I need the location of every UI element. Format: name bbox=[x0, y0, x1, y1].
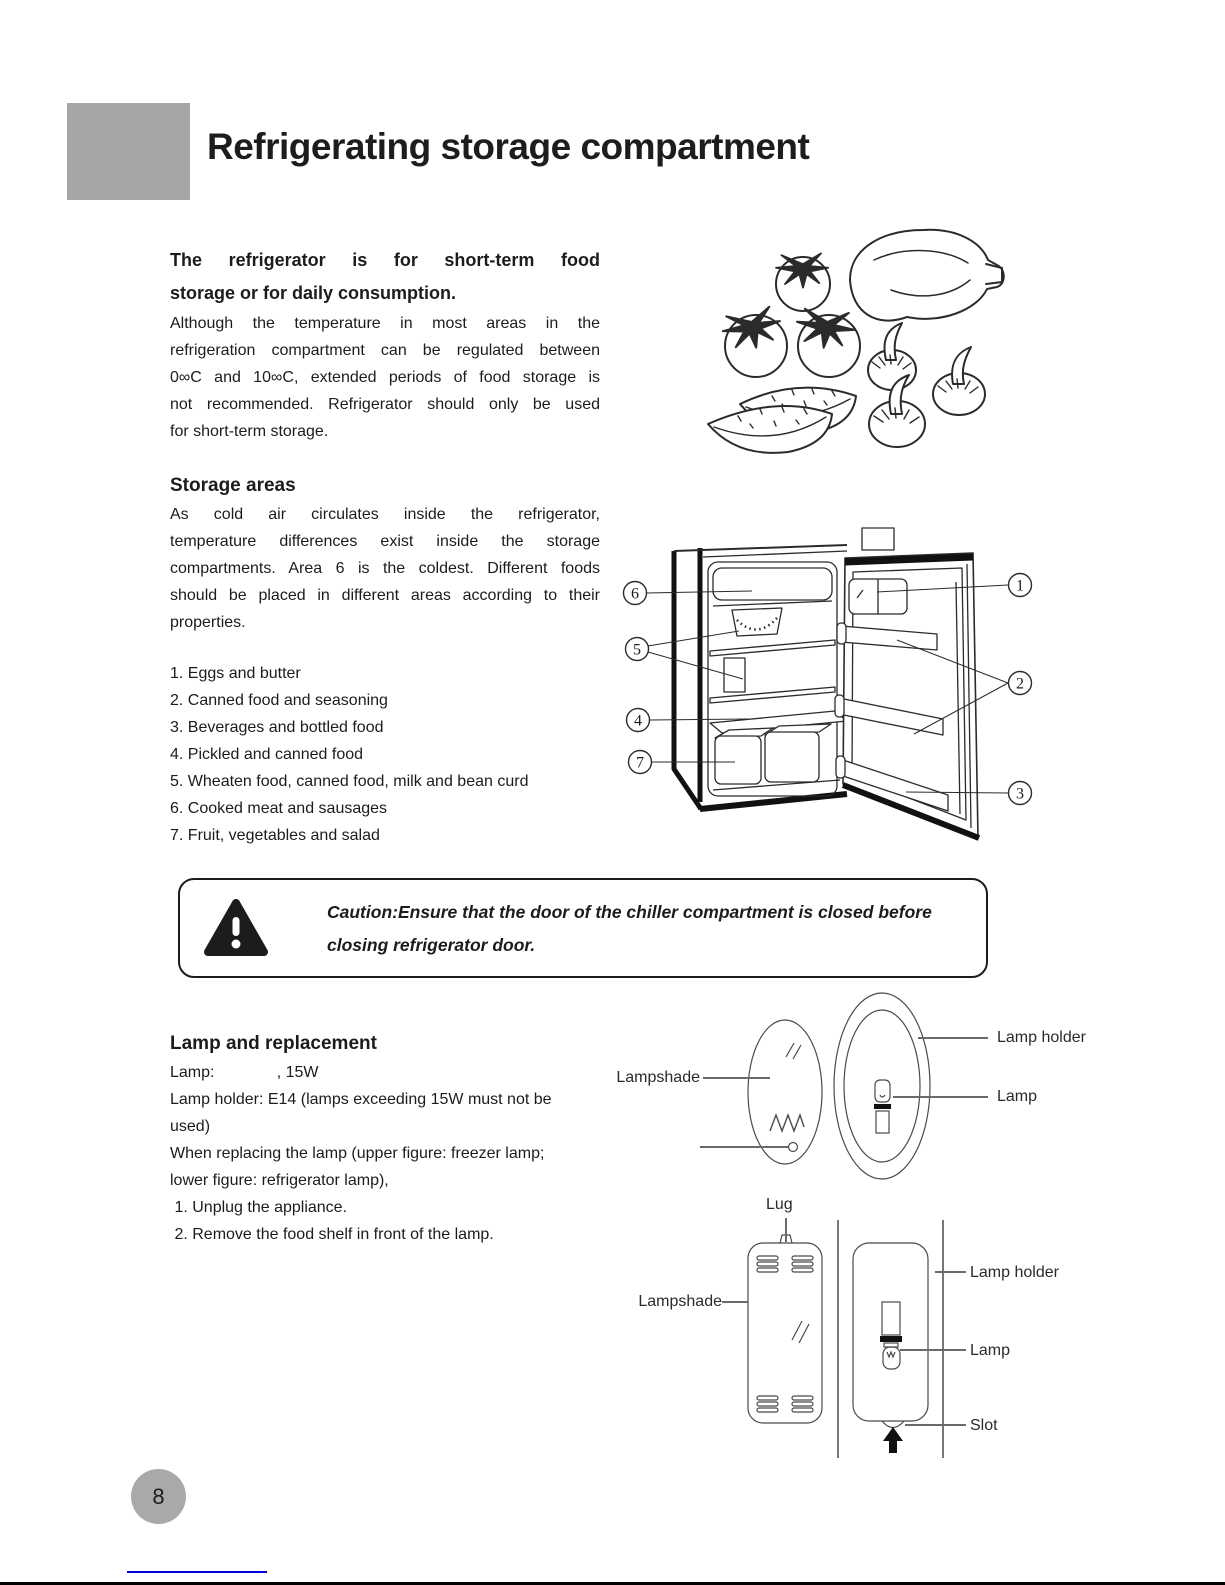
storage-body-line: temperature differences exist inside the storage bbox=[170, 533, 600, 550]
list-item: 1. Eggs and butter bbox=[170, 665, 301, 682]
storage-body-line: As cold air circulates inside the refrigerator, bbox=[170, 506, 600, 523]
label-lamp-lower: Lamp bbox=[970, 1342, 1011, 1359]
callout-5: 5 bbox=[633, 641, 641, 659]
label-lamp-holder-upper: Lamp holder bbox=[997, 1029, 1086, 1046]
lamp-text-line: When replacing the lamp (upper figure: freezer lamp; bbox=[170, 1145, 545, 1162]
callout-7: 7 bbox=[636, 754, 644, 772]
list-item: 2. Canned food and seasoning bbox=[170, 692, 388, 709]
intro-body-line: for short-term storage. bbox=[170, 423, 329, 440]
label-lamp-holder-lower: Lamp holder bbox=[970, 1264, 1059, 1281]
lamp-text-line: used) bbox=[170, 1118, 211, 1135]
lamp-section bbox=[170, 1028, 648, 1248]
lamp-heading: Lamp and replacement bbox=[170, 1033, 377, 1054]
storage-body-line: should be placed in different areas according to their bbox=[170, 587, 600, 604]
page-number: 8 bbox=[152, 1483, 165, 1509]
header-gray-block bbox=[67, 103, 190, 200]
list-item: 4. Pickled and canned food bbox=[170, 746, 364, 763]
label-slot: Slot bbox=[970, 1417, 998, 1434]
page-number-badge bbox=[131, 1469, 186, 1524]
intro-heading-line: The refrigerator is for short-term food bbox=[170, 250, 600, 270]
list-item: 6. Cooked meat and sausages bbox=[170, 800, 388, 817]
storage-list bbox=[170, 660, 600, 849]
intro-body-line: 0∞C and 10∞C, extended periods of food storage is bbox=[170, 369, 600, 386]
callout-6: 6 bbox=[631, 585, 639, 603]
storage-body-line: compartments. Area 6 is the coldest. Different foods bbox=[170, 560, 600, 577]
footer-link-underline[interactable] bbox=[127, 1571, 267, 1573]
intro-body-line: not recommended. Refrigerator should only be used bbox=[170, 396, 600, 413]
food-illustration bbox=[680, 218, 1010, 463]
mushroom-drawing bbox=[868, 323, 985, 447]
list-item: 3. Beverages and bottled food bbox=[170, 719, 384, 736]
storage-body-line: properties. bbox=[170, 614, 246, 631]
page-title: Refrigerating storage compartment bbox=[207, 126, 810, 167]
label-lug: Lug bbox=[766, 1196, 793, 1213]
intro-body-line: Although the temperature in most areas in the bbox=[170, 315, 600, 332]
fridge-diagram bbox=[615, 522, 1045, 847]
freezer-lamp-figure bbox=[690, 985, 990, 1190]
caution-box bbox=[178, 878, 988, 978]
callout-3: 3 bbox=[1016, 785, 1024, 803]
callout-1: 1 bbox=[1016, 577, 1024, 595]
list-item: 5. Wheaten food, canned food, milk and bean curd bbox=[170, 773, 529, 790]
label-lamp-upper: Lamp bbox=[997, 1088, 1038, 1105]
warning-icon bbox=[204, 897, 268, 961]
watermelon-drawing bbox=[708, 388, 856, 453]
storage-heading: Storage areas bbox=[170, 475, 296, 496]
label-lampshade-upper: Lampshade bbox=[616, 1069, 700, 1086]
storage-section bbox=[170, 470, 600, 636]
meat-drawing bbox=[850, 230, 1004, 321]
lamp-text-line: Lamp holder: E14 (lamps exceeding 15W must not be bbox=[170, 1091, 552, 1108]
intro-body-line: refrigeration compartment can be regulated between bbox=[170, 342, 600, 359]
lamp-text-line: Lamp: , 15W bbox=[170, 1064, 319, 1081]
caution-line: Caution:Ensure that the door of the chiller compartment is closed before bbox=[327, 902, 932, 922]
caution-line: closing refrigerator door. bbox=[327, 935, 536, 955]
fridge-lamp-figure bbox=[630, 1190, 975, 1468]
list-item: 7. Fruit, vegetables and salad bbox=[170, 827, 380, 844]
lamp-text-line: lower figure: refrigerator lamp), bbox=[170, 1172, 389, 1189]
label-lampshade-lower: Lampshade bbox=[638, 1293, 722, 1310]
callout-2: 2 bbox=[1016, 675, 1024, 693]
lamp-step-line: 1. Unplug the appliance. bbox=[170, 1199, 348, 1216]
intro-heading-line: storage or for daily consumption. bbox=[170, 283, 457, 303]
intro-section bbox=[170, 244, 600, 445]
lamp-step-line: 2. Remove the food shelf in front of the lamp. bbox=[170, 1226, 494, 1243]
callout-4: 4 bbox=[634, 712, 642, 730]
